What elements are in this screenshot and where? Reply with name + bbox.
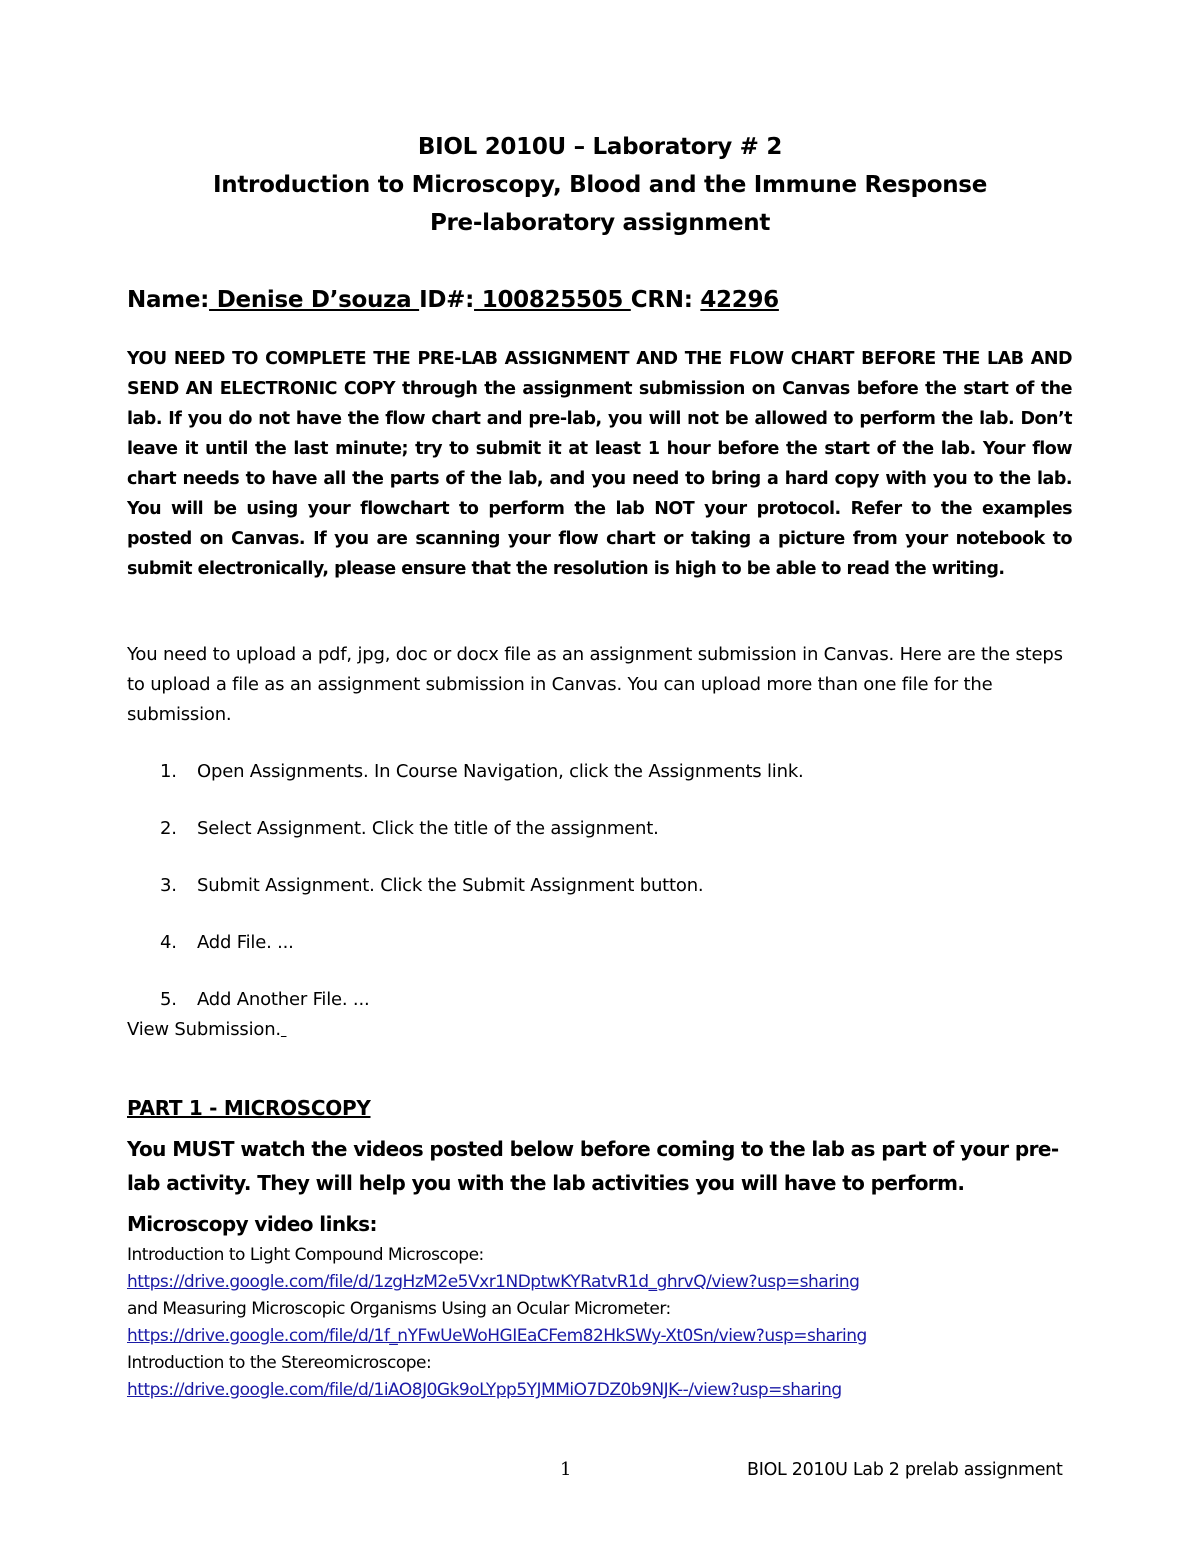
- title-assignment: Pre-laboratory assignment: [429, 210, 771, 236]
- video-link[interactable]: https://drive.google.com/file/d/1f_nYFwUeWoHGIEaCFem82HkSWy-Xt0Sn/view?usp=sharing: [127, 1326, 867, 1346]
- video-description: and Measuring Microscopic Organisms Using an Ocular Micrometer:: [127, 1299, 671, 1319]
- step-text: Add File. ...: [197, 932, 294, 953]
- step-number: 3.: [160, 875, 177, 896]
- video-links-list: [127, 1242, 867, 1404]
- video-links-heading: Microscopy video links:: [127, 1212, 377, 1236]
- step-number: 2.: [160, 818, 177, 839]
- step-text: Add Another File. ...: [197, 989, 370, 1010]
- step-text: Submit Assignment. Click the Submit Assignment button.: [197, 875, 704, 896]
- upload-info: You need to upload a pdf, jpg, doc or docx file as an assignment submission in Canvas. Here are the steps to upload a file as an assignment submission in Canvas. You can upload more than one file for the submission.: [127, 644, 1063, 725]
- upload-steps-list: [160, 757, 804, 1042]
- list-item: [160, 871, 804, 928]
- document-title: [0, 128, 1200, 242]
- video-link[interactable]: https://drive.google.com/file/d/1iAO8J0Gk9oLYpp5YJMMiO7DZ0b9NJK--/view?usp=sharing: [127, 1380, 842, 1400]
- view-submission-label: View Submission.: [127, 1019, 281, 1040]
- list-item: [160, 757, 804, 814]
- title-course: BIOL 2010U – Laboratory # 2: [417, 134, 783, 160]
- step-number: 5.: [160, 989, 177, 1010]
- title-topic: Introduction to Microscopy, Blood and the Immune Response: [213, 172, 987, 198]
- trailing-underline: [281, 1019, 287, 1040]
- student-id: 100825505: [474, 287, 631, 313]
- video-description: Introduction to Light Compound Microscope:: [127, 1245, 484, 1265]
- page-number: 1: [560, 1459, 572, 1480]
- step-number: 4.: [160, 932, 177, 953]
- step-text: Select Assignment. Click the title of the assignment.: [197, 818, 659, 839]
- view-submission-text: [127, 1015, 286, 1045]
- crn-label: CRN:: [630, 287, 693, 313]
- footer-label: BIOL 2010U Lab 2 prelab assignment: [747, 1460, 1063, 1480]
- list-item: [160, 814, 804, 871]
- step-number: 1.: [160, 761, 177, 782]
- step-text: Open Assignments. In Course Navigation, click the Assignments link.: [197, 761, 804, 782]
- video-link[interactable]: https://drive.google.com/file/d/1zgHzM2e5Vxr1NDptwKYRatvR1d_ghrvQ/view?usp=sharing: [127, 1272, 860, 1292]
- must-watch-notice: You MUST watch the videos posted below before coming to the lab as part of your pre-lab activity. They will help you with the lab activities you will have to perform.: [127, 1137, 1059, 1195]
- name-label: Name:: [127, 287, 210, 313]
- student-info: [127, 281, 779, 319]
- submission-instructions: YOU NEED TO COMPLETE THE PRE-LAB ASSIGNMENT AND THE FLOW CHART BEFORE THE LAB AND SEND AN ELECTRONIC COPY through the assignment submission on Canvas before the start of the lab. If you do not have the flow chart and pre-lab, you will not be allowed to perform the lab. Don’t leave it until the last minute; try to submit it at least 1 hour before the start of the lab. Your flow chart needs to have all the parts of the lab, and you need to bring a hard copy with you to the lab. You will be using your flowchart to perform the lab NOT your protocol. Refer to the examples posted on Canvas. If you are scanning your flow chart or taking a picture from your notebook to submit electronically, please ensure that the resolution is high to be able to read the writing.: [127, 349, 1072, 579]
- crn-value: 42296: [700, 287, 779, 313]
- list-item: [160, 928, 804, 985]
- video-description: Introduction to the Stereomicroscope:: [127, 1353, 432, 1373]
- id-label: ID#:: [419, 287, 475, 313]
- part1-title: PART 1 - MICROSCOPY: [127, 1096, 371, 1120]
- student-name: Denise D’souza: [209, 287, 420, 313]
